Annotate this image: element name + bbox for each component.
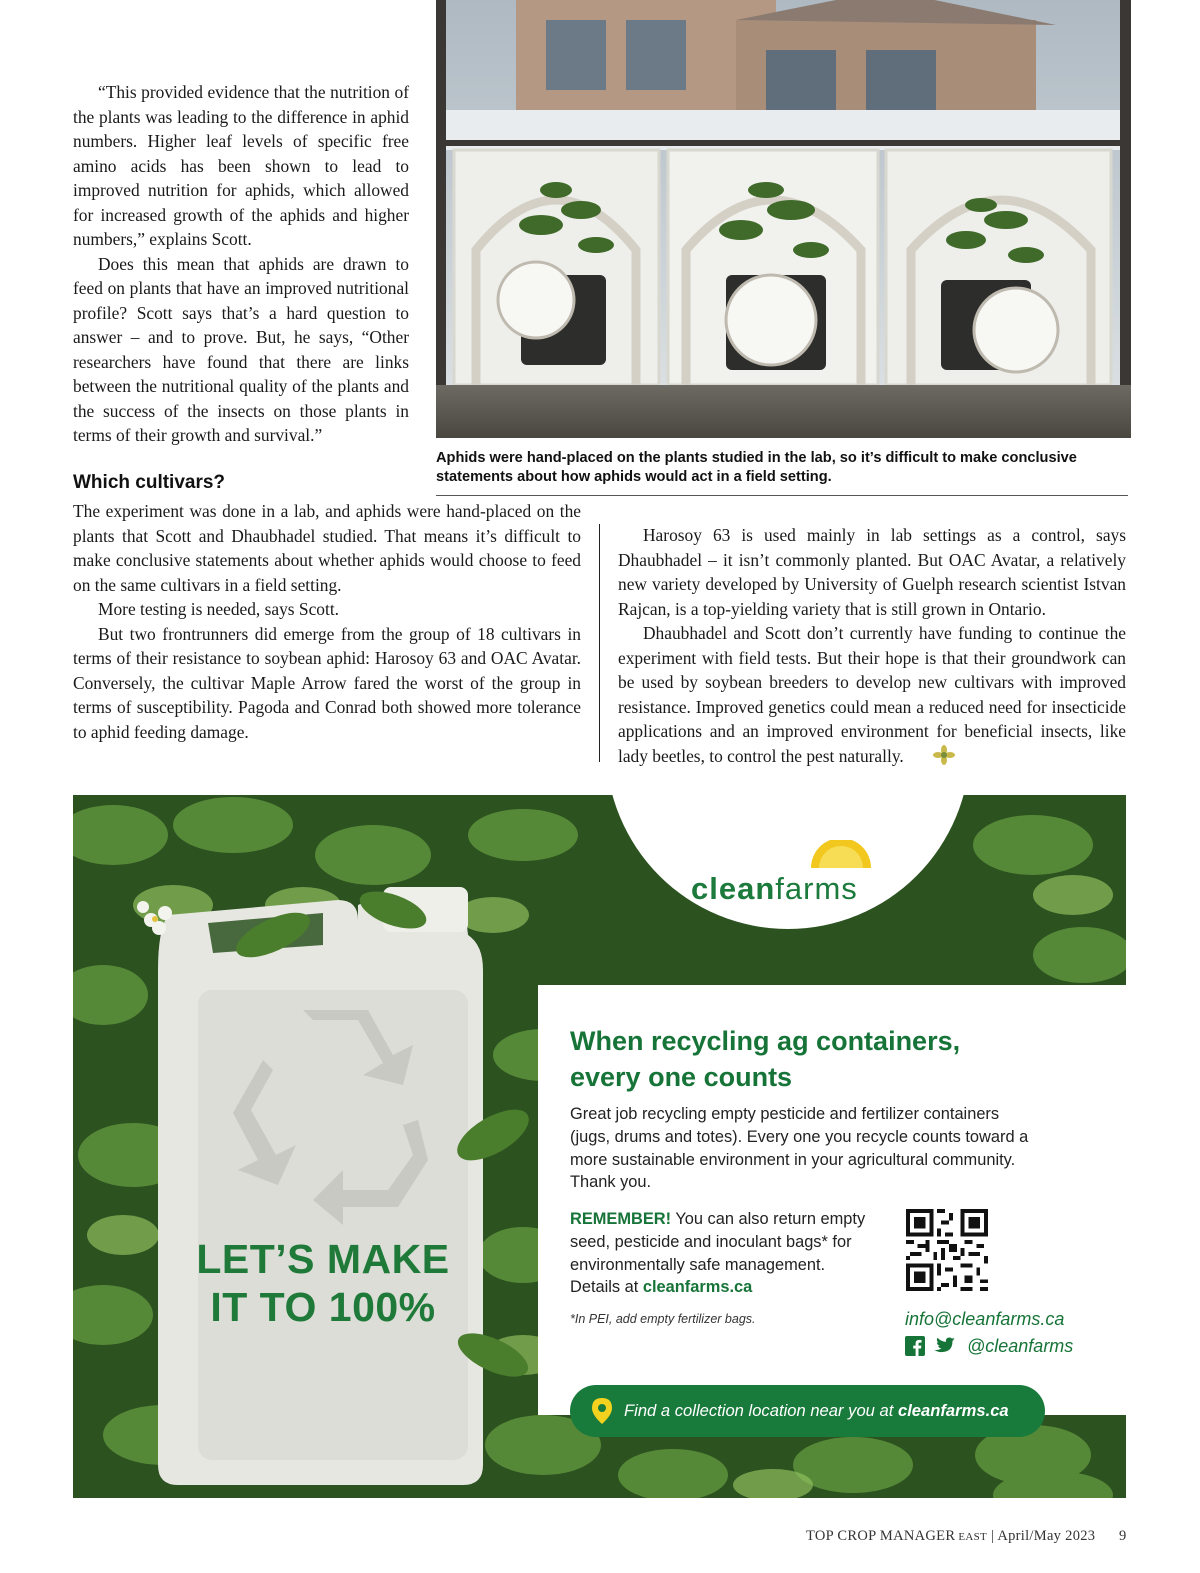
location-pin-icon [590,1397,614,1425]
column-divider [599,524,600,762]
logo-bold-text: clean [691,871,776,906]
logo-light-text: farms [775,871,858,906]
paragraph: More testing is needed, says Scott. [98,599,340,619]
remember-body: You can also return empty seed, pesticide and inoculant bags* for environmentally safe management. [570,1210,866,1274]
edition: EAST [955,1531,988,1543]
paragraph [618,621,1126,771]
cleanfarms-logo [691,871,858,907]
qr-code-icon[interactable] [906,1209,988,1291]
find-location-link[interactable]: cleanfarms.ca [897,1401,1009,1420]
ad-headline [570,1023,1090,1095]
lab-photo [436,0,1131,438]
article-column-right [618,523,1126,771]
details-label: Details at [570,1278,643,1297]
publication-name: TOP CROP MANAGER [806,1528,956,1544]
headline-line-2: every one counts [570,1062,793,1092]
ad-body-text: Great job recycling empty pesticide and fertilizer containers (jugs, drums and totes). Every one you recycle counts toward a more sustainable environment in your agricultural community. Thank you. [570,1105,1029,1192]
social-links [905,1335,1073,1357]
caption-divider [436,495,1128,496]
social-handle[interactable]: @cleanfarms [967,1335,1074,1356]
section-heading: Which cultivars? [73,472,226,493]
find-location-button[interactable] [570,1385,1045,1437]
find-location-label: Find a collection location near you at [624,1401,898,1420]
slogan [155,1235,491,1331]
paragraph: But two frontrunners did emerge from the group of 18 cultivars in terms of their resistance to soybean aphid: Harosoy 63 and OAC Avatar. Conversely, the cultivar Maple Arrow fared the worst of the group in terms of susceptibility. Pagoda and Conrad both showed more tolerance to aphid feeding damage. [73,623,581,742]
ad-remember-text [570,1208,900,1299]
page-footer [806,1528,1095,1545]
details-link[interactable]: cleanfarms.ca [642,1278,753,1297]
paragraph-text: Dhaubhadel and Scott don’t currently have funding to continue the experiment with field tests. But their hope is that their groundwork can be used by soybean breeders to develop new cultivars with improved resistance. Improved genetics could mean a reduced need for insecticide applications and an improved environment for beneficial insects, like lady beetles, to control the pest naturally. [618,623,1126,766]
find-location-text [624,1401,1009,1421]
photo-caption: Aphids were hand-placed on the plants studied in the lab, so it’s difficult to make conclusive statements about how aphids would act in a field setting. [436,450,1077,485]
sun-logo-icon [809,840,873,868]
leaf-end-icon [908,745,955,772]
issue-date: April/May 2023 [997,1528,1096,1544]
paragraph: Does this mean that aphids are drawn to feed on plants that have an improved nutritional profile? Scott says that’s a hard question to answer – and to prove. But, he says, “Other researchers have found that there are links between the nutritional quality of the plants and the success of the insects on those plants in terms of their growth and survival.” [73,253,409,445]
page-number: 9 [1119,1528,1127,1544]
paragraph: The experiment was done in a lab, and aphids were hand-placed on the plants that Scott and Dhaubhadel studied. That means it’s difficult to make conclusive statements about whether aphids would choose to feed on the same cultivars in a field setting. [73,501,581,595]
slogan-line-2: IT TO 100% [210,1284,436,1330]
cleanfarms-advertisement [73,795,1126,1498]
email-link[interactable]: info@cleanfarms.ca [905,1309,1065,1329]
headline-line-1: When recycling ag containers, [570,1026,961,1056]
ad-message-panel [538,985,1126,1415]
paragraph: Harosoy 63 is used mainly in lab settings as a control, says Dhaubhadel – it isn’t commonly planted. But OAC Avatar, a relatively new variety developed by University of Guelph research scientist Istvan Rajcan, is a top-yielding variety that is still grown in Ontario. [618,525,1126,619]
facebook-icon[interactable] [905,1336,925,1356]
remember-label: REMEMBER! [570,1210,672,1228]
article-column-left [73,499,581,744]
article-column-top [73,80,409,448]
footer-separator: | [987,1528,998,1544]
paragraph: “This provided evidence that the nutrition of the plants was leading to the difference in aphid numbers. Higher leaf levels of specific free amino acids has been shown to lead to improved nutrition for aphids, which allowed for increased growth of the aphids and higher numbers,” explains Scott. [73,82,409,249]
slogan-line-1: LET’S MAKE [196,1236,450,1282]
ad-footnote: *In PEI, add empty fertilizer bags. [570,1312,756,1326]
twitter-icon[interactable] [933,1337,955,1355]
